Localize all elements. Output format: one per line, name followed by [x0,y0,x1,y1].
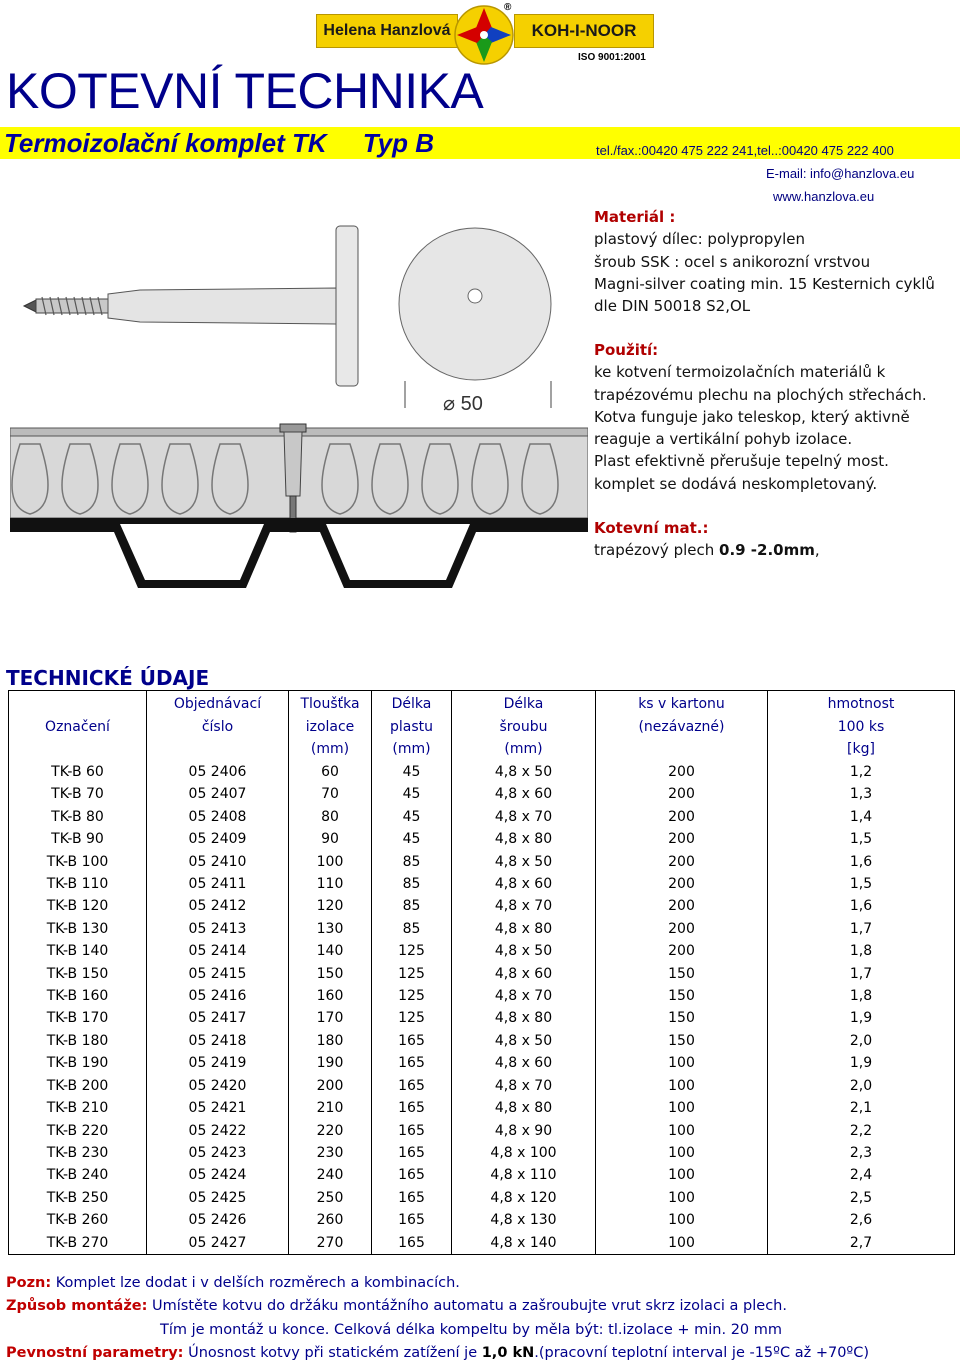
column-header: Objednávací číslo [147,691,289,762]
table-cell: 100 [596,1232,768,1255]
table-cell: 2,2 [768,1120,955,1142]
material-line: dle DIN 50018 S2,OL [594,297,751,316]
table-cell: 270 [289,1232,372,1255]
table-cell: 200 [596,761,768,783]
table-cell: TK-B 120 [9,895,147,917]
table-cell: 160 [289,985,372,1007]
table-cell: 150 [596,985,768,1007]
strength-text-2: .(pracovní teplotní interval je -15ºC až +70ºC) [534,1345,870,1361]
table-cell: 170 [289,1007,372,1029]
table-cell: 100 [596,1075,768,1097]
table-row [9,895,955,917]
table-cell: 4,8 x 50 [452,851,596,873]
table-cell: TK-B 140 [9,940,147,962]
table-cell: 1,5 [768,873,955,895]
table-cell: TK-B 230 [9,1142,147,1164]
table-cell: 05 2425 [147,1187,289,1209]
table-cell: 2,7 [768,1232,955,1255]
table-cell: 1,2 [768,761,955,783]
table-cell: 150 [596,963,768,985]
table-row [9,1075,955,1097]
table-cell: 05 2419 [147,1052,289,1074]
table-row [9,828,955,850]
table-cell: 2,5 [768,1187,955,1209]
table-row [9,985,955,1007]
table-cell: TK-B 100 [9,851,147,873]
page-subtitle: Termoizolační komplet TK Typ B [4,128,435,158]
table-cell: 220 [289,1120,372,1142]
table-cell: 4,8 x 50 [452,940,596,962]
table-cell: 150 [596,1030,768,1052]
table-cell: 165 [372,1187,452,1209]
table-cell: 120 [289,895,372,917]
strength-label: Pevnostní parametry: [6,1345,184,1361]
table-cell: 05 2417 [147,1007,289,1029]
table-cell: 200 [596,783,768,805]
table-row [9,1030,955,1052]
mounting-line [6,1295,787,1317]
table-row [9,1232,955,1255]
table-cell: 165 [372,1097,452,1119]
use-line: Plast efektivně přerušuje tepelný most. [594,452,889,471]
table-cell: 4,8 x 70 [452,806,596,828]
table-cell: 05 2418 [147,1030,289,1052]
table-cell: 2,3 [768,1142,955,1164]
table-cell: 60 [289,761,372,783]
table-cell: 165 [372,1232,452,1255]
logo-right-label: KOH-I-NOOR [514,14,654,48]
table-cell: 45 [372,828,452,850]
table-cell: 4,8 x 80 [452,828,596,850]
strength-text: Únosnost kotvy při statickém zatížení je [183,1345,482,1361]
table-cell: 05 2426 [147,1209,289,1231]
anchor-screw-drawing [24,226,551,415]
table-cell: 85 [372,873,452,895]
table-cell: 4,8 x 90 [452,1120,596,1142]
table-cell: 90 [289,828,372,850]
table-row [9,873,955,895]
table-cell: 250 [289,1187,372,1209]
column-header: Délka plastu (mm) [372,691,452,762]
table-cell: 165 [372,1209,452,1231]
table-cell: 2,1 [768,1097,955,1119]
contact-email[interactable]: E-mail: info@hanzlova.eu [766,166,915,181]
table-row [9,783,955,805]
table-cell: 200 [596,851,768,873]
material-section [594,206,935,317]
table-cell: 05 2407 [147,783,289,805]
table-cell: 2,4 [768,1164,955,1186]
contact-phone: tel./fax.:00420 475 222 241,tel..:00420 475 222 400 [596,143,894,158]
table-cell: 165 [372,1164,452,1186]
table-cell: 100 [596,1142,768,1164]
technical-table [8,690,955,1255]
table-cell: TK-B 210 [9,1097,147,1119]
table-cell: 05 2420 [147,1075,289,1097]
table-cell: 05 2424 [147,1164,289,1186]
mounting-label: Způsob montáže: [6,1298,148,1314]
use-line: ke kotvení termoizolačních materiálů k [594,363,886,382]
table-cell: 200 [596,918,768,940]
table-cell: 05 2406 [147,761,289,783]
table-cell: 4,8 x 50 [452,761,596,783]
table-body [9,761,955,1254]
table-row [9,1097,955,1119]
table-cell: 125 [372,985,452,1007]
table-cell: 125 [372,940,452,962]
table-cell: TK-B 200 [9,1075,147,1097]
table-cell: 80 [289,806,372,828]
table-cell: TK-B 150 [9,963,147,985]
strength-value: 1,0 kN [481,1345,535,1361]
table-cell: 4,8 x 60 [452,1052,596,1074]
column-header: ks v kartonu (nezávazné) [596,691,768,762]
column-header: Označení [9,691,147,762]
table-row [9,1142,955,1164]
table-cell: TK-B 270 [9,1232,147,1255]
table-cell: 05 2421 [147,1097,289,1119]
table-row [9,918,955,940]
use-line: reaguje a vertikální pohyb izolace. [594,430,853,449]
table-cell: 4,8 x 70 [452,985,596,1007]
table-cell: 45 [372,761,452,783]
material-line: šroub SSK : ocel s anikorozní vrstvou [594,252,871,271]
table-cell: 200 [289,1075,372,1097]
table-cell: TK-B 60 [9,761,147,783]
table-cell: 125 [372,1007,452,1029]
table-cell: 4,8 x 60 [452,783,596,805]
anchor-material-suffix: , [814,541,820,560]
table-cell: 1,4 [768,806,955,828]
table-row [9,1120,955,1142]
diameter-label: ⌀ 50 [443,393,483,415]
material-line: Magni-silver coating min. 15 Kesternich cyklů [594,274,935,293]
use-heading: Použití: [594,341,659,359]
table-header-row [9,691,955,762]
table-cell: 180 [289,1030,372,1052]
table-cell: 200 [596,895,768,917]
table-cell: 165 [372,1120,452,1142]
material-heading: Materiál : [594,208,676,226]
use-section [594,339,927,495]
anchor-material-section [594,517,820,562]
table-row [9,1007,955,1029]
anchor-material-thickness: 0.9 -2.0mm [719,541,815,560]
registered-mark: ® [504,2,512,13]
table-cell: TK-B 110 [9,873,147,895]
mounting-text: Umístěte kotvu do držáku montážního automatu a zašroubujte vrut skrz izolaci a plech. [147,1298,787,1314]
table-cell: 210 [289,1097,372,1119]
table-cell: 230 [289,1142,372,1164]
iso-label: ISO 9001:2001 [578,52,646,63]
table-cell: 165 [372,1075,452,1097]
table-cell: 1,8 [768,985,955,1007]
table-cell: 200 [596,828,768,850]
table-cell: 85 [372,918,452,940]
table-cell: 70 [289,783,372,805]
table-cell: TK-B 90 [9,828,147,850]
table-cell: 05 2416 [147,985,289,1007]
table-cell: 100 [596,1052,768,1074]
table-cell: TK-B 80 [9,806,147,828]
table-cell: 2,0 [768,1075,955,1097]
roof-section-drawing [10,424,588,588]
table-row [9,963,955,985]
column-header: Tloušťka izolace (mm) [289,691,372,762]
table-cell: 2,0 [768,1030,955,1052]
table-cell: 165 [372,1030,452,1052]
table-cell: 140 [289,940,372,962]
table-cell: 4,8 x 60 [452,873,596,895]
use-line: Kotva funguje jako teleskop, který aktivně [594,407,910,426]
table-cell: 05 2422 [147,1120,289,1142]
table-cell: TK-B 260 [9,1209,147,1231]
table-cell: 260 [289,1209,372,1231]
table-cell: TK-B 220 [9,1120,147,1142]
table-cell: 05 2408 [147,806,289,828]
table-row [9,1187,955,1209]
logo-emblem [452,4,516,66]
table-cell: TK-B 160 [9,985,147,1007]
table-cell: 100 [596,1209,768,1231]
use-line: trapézovému plechu na plochých střechách. [594,385,927,404]
table-cell: 1,6 [768,895,955,917]
table-cell: 05 2413 [147,918,289,940]
table-cell: 1,3 [768,783,955,805]
table-cell: 2,6 [768,1209,955,1231]
table-cell: TK-B 240 [9,1164,147,1186]
page-title: KOTEVNÍ TECHNIKA [6,63,484,119]
table-cell: 200 [596,873,768,895]
table-cell: 4,8 x 80 [452,918,596,940]
table-cell: 4,8 x 60 [452,963,596,985]
table-cell: 4,8 x 140 [452,1232,596,1255]
table-cell: 100 [596,1187,768,1209]
table-cell: TK-B 170 [9,1007,147,1029]
table-cell: 4,8 x 70 [452,895,596,917]
anchor-material-text [594,539,820,561]
table-cell: 200 [596,940,768,962]
table-cell: 1,7 [768,963,955,985]
table-cell: 4,8 x 80 [452,1007,596,1029]
table-cell: 165 [372,1052,452,1074]
column-header: hmotnost 100 ks [kg] [768,691,955,762]
table-cell: TK-B 180 [9,1030,147,1052]
table-heading: TECHNICKÉ ÚDAJE [6,666,210,690]
anchor-material-heading: Kotevní mat.: [594,519,709,537]
table-cell: 100 [596,1164,768,1186]
table-cell: 130 [289,918,372,940]
table-cell: 45 [372,783,452,805]
note-label: Pozn: [6,1275,52,1291]
anchor-material-prefix: trapézový plech [594,541,720,560]
table-cell: 85 [372,895,452,917]
table-cell: 110 [289,873,372,895]
table-cell: 1,8 [768,940,955,962]
mounting-line-2: Tím je montáž u konce. Celková délka kompeltu by měla být: tl.izolace + min. 20 mm [160,1322,783,1338]
table-row [9,1209,955,1231]
table-cell: 1,5 [768,828,955,850]
table-cell: TK-B 250 [9,1187,147,1209]
table-cell: 45 [372,806,452,828]
table-cell: 125 [372,963,452,985]
logo-left-label: Helena Hanzlová [316,14,458,48]
table-cell: 05 2409 [147,828,289,850]
table-cell: 4,8 x 110 [452,1164,596,1186]
table-cell: 05 2423 [147,1142,289,1164]
use-line: komplet se dodává neskompletovaný. [594,474,878,493]
table-cell: 1,9 [768,1007,955,1029]
table-cell: 05 2411 [147,873,289,895]
table-row [9,851,955,873]
table-cell: 150 [289,963,372,985]
column-header: Délka šroubu (mm) [452,691,596,762]
table-cell: 190 [289,1052,372,1074]
note-text: Komplet lze dodat i v delších rozměrech a kombinacích. [51,1275,460,1291]
product-drawing [10,196,588,656]
table-cell: 85 [372,851,452,873]
table-cell: TK-B 70 [9,783,147,805]
strength-line [6,1342,869,1364]
table-cell: 4,8 x 120 [452,1187,596,1209]
table-cell: 05 2427 [147,1232,289,1255]
table-row [9,761,955,783]
table-cell: 100 [289,851,372,873]
contact-website[interactable]: www.hanzlova.eu [773,189,875,204]
table-cell: TK-B 130 [9,918,147,940]
table-cell: 4,8 x 50 [452,1030,596,1052]
table-cell: 05 2415 [147,963,289,985]
table-cell: 4,8 x 80 [452,1097,596,1119]
table-cell: 200 [596,806,768,828]
table-cell: 4,8 x 100 [452,1142,596,1164]
table-cell: 1,6 [768,851,955,873]
table-cell: 100 [596,1097,768,1119]
table-cell: 240 [289,1164,372,1186]
table-row [9,1164,955,1186]
table-row [9,806,955,828]
table-cell: 1,7 [768,918,955,940]
table-row [9,1052,955,1074]
table-cell: 165 [372,1142,452,1164]
table-cell: 05 2414 [147,940,289,962]
table-cell: 150 [596,1007,768,1029]
table-cell: 05 2412 [147,895,289,917]
table-cell: 1,9 [768,1052,955,1074]
table-row [9,940,955,962]
table-cell: 100 [596,1120,768,1142]
material-line: plastový dílec: polypropylen [594,230,806,249]
company-logo [316,4,652,66]
table-cell: 4,8 x 70 [452,1075,596,1097]
table-cell: 05 2410 [147,851,289,873]
table-cell: 4,8 x 130 [452,1209,596,1231]
note-line [6,1272,460,1294]
table-cell: TK-B 190 [9,1052,147,1074]
